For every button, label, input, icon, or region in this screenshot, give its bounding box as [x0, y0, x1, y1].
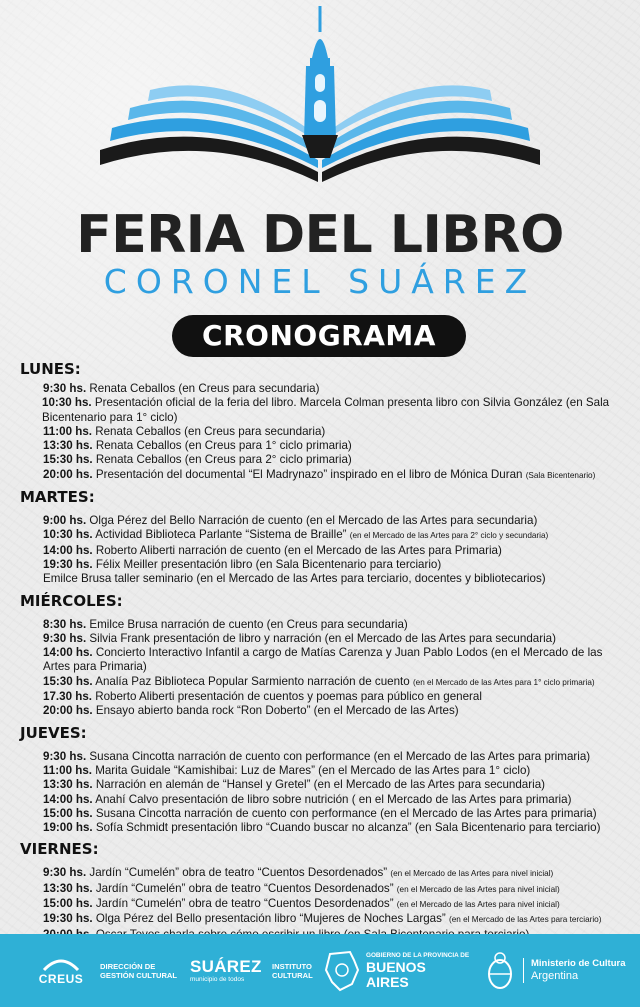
event-item: 14:00 hs. Roberto Aliberti narración de cuento (en el Mercado de las Artes para Primaria): [43, 543, 502, 557]
event-item: 11:00 hs. Marita Guidale “Kamishibai: Luz de Mares” (en el Mercado de las Artes para 1° ciclo): [43, 763, 531, 777]
national-shield-icon: [485, 950, 515, 992]
event-item: 13:30 hs. Jardín “Cumelén” obra de teatro “Cuentos Desordenados” (en el Mercado de las Artes para nivel inicial): [43, 881, 560, 895]
event-item: 9:30 hs. Renata Ceballos (en Creus para secundaria): [43, 382, 320, 395]
province-map-icon: [324, 950, 360, 992]
event-item: 13:30 hs. Renata Ceballos (en Creus para 1° ciclo primaria): [43, 439, 352, 453]
day-heading-viernes: VIERNES:: [20, 840, 99, 859]
event-item: 19:30 hs. Olga Pérez del Bello presentación libro “Mujeres de Noches Largas” (en el Mercado de las Artes para terciario): [43, 912, 602, 926]
event-item: 19:30 hs. Félix Meiller presentación libro (en Sala Bicentenario para terciario): [43, 557, 442, 571]
event-item: 14:00 hs. Concierto Interactivo Infantil a cargo de Matías Carenza y Juan Pablo Lodos (en el Mercado de las Artes para Primaria): [43, 646, 603, 674]
gobierno-logo: GOBIERNO DE LA PROVINCIA DE BUENOS AIRES: [324, 934, 472, 1007]
creus-logo: CREUS: [36, 934, 86, 1007]
book-tower-logo: [0, 0, 640, 200]
event-item: 9:30 hs. Silvia Frank presentación de libro y narración (en el Mercado de las Artes para secundaria): [43, 631, 556, 645]
direccion-logo: DIRECCIÓN DE GESTIÓN CULTURAL: [100, 961, 178, 980]
event-item: Emilce Brusa taller seminario (en el Mercado de las Artes para terciario, docentes y bibliotecarios): [43, 572, 546, 586]
events-viernes: [0, 866, 640, 941]
event-item: 15:30 hs. Analía Paz Biblioteca Popular Sarmiento narración de cuento (en el Mercado de las Artes para 1° ciclo primaria): [43, 674, 595, 688]
events-jueves: [0, 750, 640, 836]
event-item: 9:30 hs. Susana Cincotta narración de cuento con performance (en el Mercado de las Artes para primaria): [43, 749, 591, 763]
instituto-logo: INSTITUTO CULTURAL: [272, 961, 313, 980]
schedule: [0, 357, 640, 946]
suarez-logo: SUÁREZ municipio de todos: [190, 956, 262, 983]
event-item: 11:00 hs. Renata Ceballos (en Creus para secundaria): [43, 424, 326, 438]
event-item: 13:30 hs. Narración en alemán de “Hansel y Gretel” (en el Mercado de las Artes para secundaria): [43, 778, 546, 792]
day-heading-miercoles: MIÉRCOLES:: [20, 591, 123, 610]
header: [0, 0, 640, 360]
event-item: 19:00 hs. Sofía Schmidt presentación libro “Cuando buscar no alcanza” (en Sala Bicentenario para terciario): [43, 821, 601, 835]
events-lunes: [0, 382, 640, 483]
event-item: 15:00 hs. Jardín “Cumelén” obra de teatro “Cuentos Desordenados” (en el Mercado de las Artes para nivel inicial): [43, 897, 560, 911]
event-item: 10:30 hs. Actividad Biblioteca Parlante “Sistema de Braille” (en el Mercado de las Artes para 2° ciclo y secundaria): [43, 528, 549, 542]
event-item: 14:00 hs. Anahí Calvo presentación de libro sobre nutrición ( en el Mercado de las Artes para primaria): [43, 792, 572, 806]
event-item: 17.30 hs. Roberto Aliberti presentación de cuentos y poemas para público en general: [43, 690, 482, 704]
event-item: 20:00 hs. Presentación del documental “El Madrynazo” inspirado en el libro de Mónica Duran (Sala Bicentenario): [43, 467, 596, 481]
page-subtitle: CORONEL SUÁREZ: [103, 262, 537, 301]
events-miercoles: [0, 618, 640, 719]
page-title: FERIA DEL LIBRO: [76, 205, 564, 265]
event-item: 8:30 hs. Emilce Brusa narración de cuento (en Creus para secundaria): [43, 617, 408, 631]
cronograma-badge: CRONOGRAMA: [172, 315, 466, 357]
ministerio-logo: Ministerio de Cultura Argentina: [485, 934, 635, 1007]
event-item: 10:30 hs. Presentación oficial de la feria del libro. Marcela Colman presenta libro con Silvia González (en Sala Bicentenario para 1° ciclo): [42, 396, 610, 424]
creus-arc-icon: [41, 956, 81, 972]
sponsors-footer: [0, 934, 640, 1007]
day-heading-lunes: LUNES:: [20, 360, 81, 378]
day-heading-jueves: JUEVES:: [20, 723, 87, 742]
events-martes: [0, 514, 640, 586]
event-item: 9:00 hs. Olga Pérez del Bello Narración de cuento (en el Mercado de las Artes para secundaria): [43, 514, 538, 528]
day-heading-martes: MARTES:: [20, 488, 95, 507]
event-item: 9:30 hs. Jardín “Cumelén” obra de teatro “Cuentos Desordenados” (en el Mercado de las Artes para nivel inicial): [43, 866, 554, 880]
event-item: 15:30 hs. Renata Ceballos (en Creus para 2° ciclo primaria): [43, 453, 352, 467]
event-item: 15:00 hs. Susana Cincotta narración de cuento con performance (en el Mercado de las Artes para primaria): [43, 806, 597, 820]
event-item: 20:00 hs. Ensayo abierto banda rock “Ron Doberto” (en el Mercado de las Artes): [43, 704, 459, 718]
